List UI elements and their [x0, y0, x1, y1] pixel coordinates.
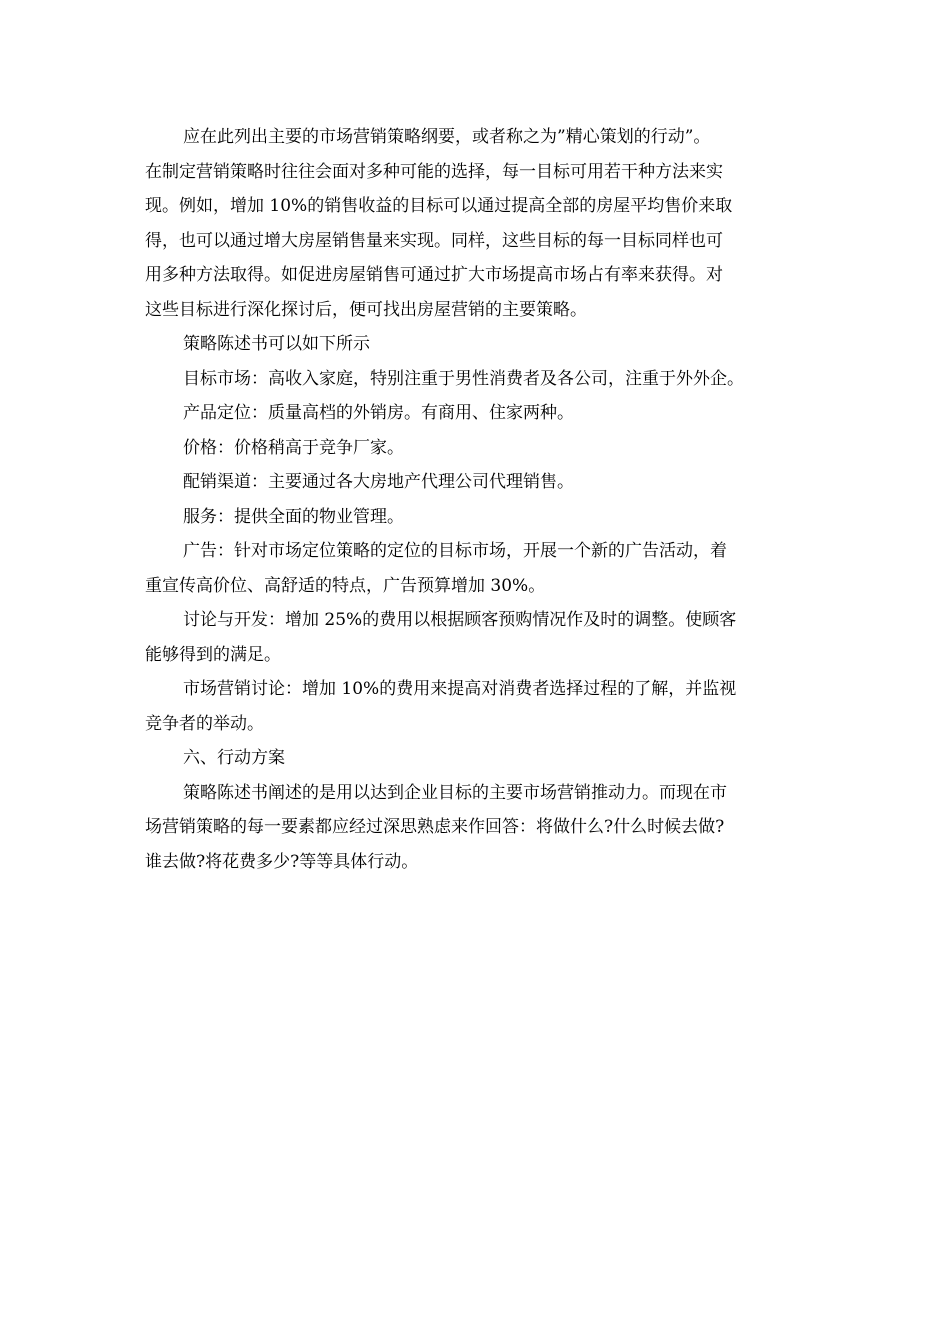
text-line: 策略陈述书阐述的是用以达到企业目标的主要市场营销推动力。而现在市 [183, 782, 727, 803]
text-line: 重宣传高价位、高舒适的特点，广告预算增加 30%。 [145, 575, 546, 596]
text-line: 产品定位：质量高档的外销房。有商用、住家两种。 [183, 403, 574, 423]
text-line: 目标市场：高收入家庭，特别注重于男性消费者及各公司，注重于外外企。 [183, 368, 744, 389]
text-line: 配销渠道：主要通过各大房地产代理公司代理销售。 [183, 472, 574, 492]
paragraph-target-market [145, 362, 805, 397]
text-line: 市场营销讨论：增加 10%的费用来提高对消费者选择过程的了解，并监视 [183, 679, 737, 699]
text-line: 现。例如，增加 10%的销售收益的目标可以通过提高全部的房屋平均售价来取 [145, 196, 733, 216]
paragraph-marketing-research [145, 672, 805, 741]
paragraph-strategy-outline [145, 120, 805, 327]
text-line: 讨论与开发：增加 25%的费用以根据顾客预购情况作及时的调整。使顾客 [183, 610, 737, 630]
section-heading-action-plan [145, 741, 805, 776]
paragraph-distribution-channel [145, 465, 805, 500]
text-line: 用多种方法取得。如促进房屋销售可通过扩大市场提高市场占有率来获得。对 [145, 265, 723, 285]
paragraph-action-plan [145, 776, 805, 880]
document-body [145, 120, 805, 879]
paragraph-product-positioning [145, 396, 805, 431]
text-line: 广告：针对市场定位策略的定位的目标市场，开展一个新的广告活动，着 [183, 541, 727, 561]
paragraph-advertising [145, 534, 805, 603]
text-line: 谁去做?将花费多少?等等具体行动。 [145, 851, 419, 872]
paragraph-research-development [145, 603, 805, 672]
text-line: 能够得到的满足。 [145, 644, 281, 665]
text-line: 场营销策略的每一要素都应经过深思熟虑来作回答：将做什么?什么时候去做? [145, 817, 725, 837]
paragraph-price [145, 431, 805, 466]
text-line: 这些目标进行深化探讨后，便可找出房屋营销的主要策略。 [145, 299, 587, 320]
text-line: 六、行动方案 [183, 748, 285, 768]
text-line: 策略陈述书可以如下所示 [183, 334, 370, 354]
text-line: 在制定营销策略时往往会面对多种可能的选择，每一目标可用若干种方法来实 [145, 161, 723, 182]
paragraph-service [145, 500, 805, 535]
text-line: 应在此列出主要的市场营销策略纲要，或者称之为”精心策划的行动”。 [183, 127, 711, 147]
text-line: 服务：提供全面的物业管理。 [183, 506, 404, 527]
text-line: 价格：价格稍高于竞争厂家。 [183, 437, 404, 458]
text-line: 得，也可以通过增大房屋销售量来实现。同样，这些目标的每一目标同样也可 [145, 230, 723, 251]
paragraph-statement-intro [145, 327, 805, 362]
text-line: 竞争者的举动。 [145, 713, 264, 734]
